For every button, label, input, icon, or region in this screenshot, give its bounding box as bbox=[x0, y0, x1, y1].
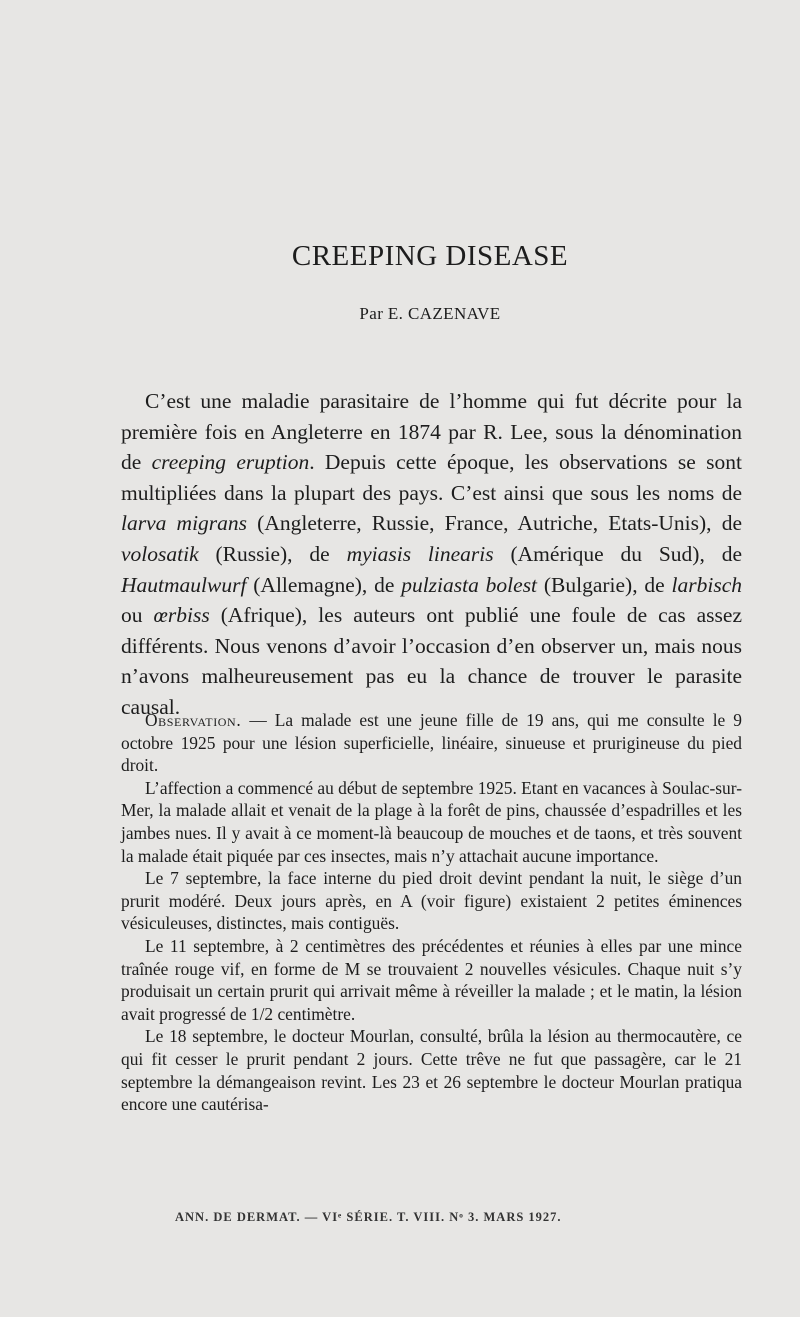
observation-paragraph-4: Le 11 septembre, à 2 centimètres des précédentes et réunies à elles par une mince traînée rouge vif, en forme de M se trouvaient 2 nouvelles vésicules. Chaque nuit s’y produisait un certain prurit qui arrivait même à réveiller la malade ; et le matin, la lésion avait progressé de 1/2 centimètre. bbox=[121, 935, 742, 1024]
term-creeping-eruption: creeping eruption bbox=[151, 450, 310, 475]
intro-text: . Depuis cette époque, les observations se sont multipliées dans la plupart des pays. C’est ainsi que sous les noms de bbox=[121, 450, 742, 505]
term-myiasis-linearis: myiasis linearis bbox=[346, 541, 494, 566]
term-larbisch: larbisch bbox=[671, 572, 742, 597]
term-larva-migrans: larva migrans bbox=[121, 511, 248, 536]
intro-paragraph bbox=[121, 386, 742, 723]
observation-paragraph-5: Le 18 septembre, le docteur Mourlan, consulté, brûla la lésion au thermocautère, ce qui fit cesser le prurit pendant 2 jours. Cette trêve ne fut que passagère, car le 21 septembre la démangeaison revint. Les 23 et 26 septembre le docteur Mourlan pratiqua encore une cautérisa- bbox=[121, 1026, 742, 1115]
observation-section bbox=[121, 709, 742, 1116]
observation-text: — La malade est une jeune fille de 19 ans, qui me consulte le 9 octobre 1925 pour une lésion superficielle, linéaire, sinueuse et prurigineuse du pied droit. bbox=[121, 710, 742, 776]
term-hautmaulwurf: Hautmaulwurf bbox=[121, 572, 247, 597]
intro-text: (Afrique), les auteurs ont publié une foule de cas assez différents. Nous venons d’avoir l’occasion d’en observer un, mais nous n’avons malheureusement pas eu la chance de trouver le parasite causal. bbox=[121, 603, 742, 719]
term-oerbiss: œrbiss bbox=[153, 603, 210, 628]
observation-label: Observation. bbox=[145, 710, 242, 730]
intro-text: ou bbox=[121, 603, 154, 628]
intro-text: (Bulgarie), de bbox=[537, 572, 672, 597]
intro-text: (Russie), de bbox=[198, 541, 347, 566]
term-pulziasta-bolest: pulziasta bolest bbox=[401, 572, 538, 597]
article-title: CREEPING DISEASE bbox=[291, 240, 569, 272]
author-byline: Par E. CAZENAVE bbox=[359, 304, 501, 323]
intro-text: (Angleterre, Russie, France, Autriche, Etats-Unis), de bbox=[247, 511, 742, 536]
intro-text: (Allemagne), de bbox=[246, 572, 402, 597]
observation-paragraph-3: Le 7 septembre, la face interne du pied droit devint pendant la nuit, le siège d’un prurit modéré. Deux jours après, en A (voir figure) existaient 2 petites éminences vésiculeuses, distinctes, mais contiguës. bbox=[121, 868, 742, 934]
observation-paragraph-2: L’affection a commencé au début de septembre 1925. Etant en vacances à Soulac-sur-Mer, la malade allait et venait de la plage à la forêt de pins, chaussée d’espadrilles et les jambes nues. Il y avait à ce moment-là beaucoup de mouches et de taons, et très souvent la malade était piquée par ces insectes, mais n’y attachait aucune importance. bbox=[121, 777, 742, 866]
journal-footer: ANN. DE DERMAT. — VIᵉ SÉRIE. T. VIII. Nᵒ 3. MARS 1927. bbox=[175, 1210, 562, 1224]
observation-paragraph-1 bbox=[121, 709, 742, 777]
term-volosatik: volosatik bbox=[121, 541, 199, 566]
intro-text: (Amérique du Sud), de bbox=[493, 541, 742, 566]
intro-text: C’est une maladie parasitaire de l’homme qui fut décrite pour la première fois en Angleterre en 1874 par R. Lee, sous la dénomination de bbox=[121, 389, 742, 475]
